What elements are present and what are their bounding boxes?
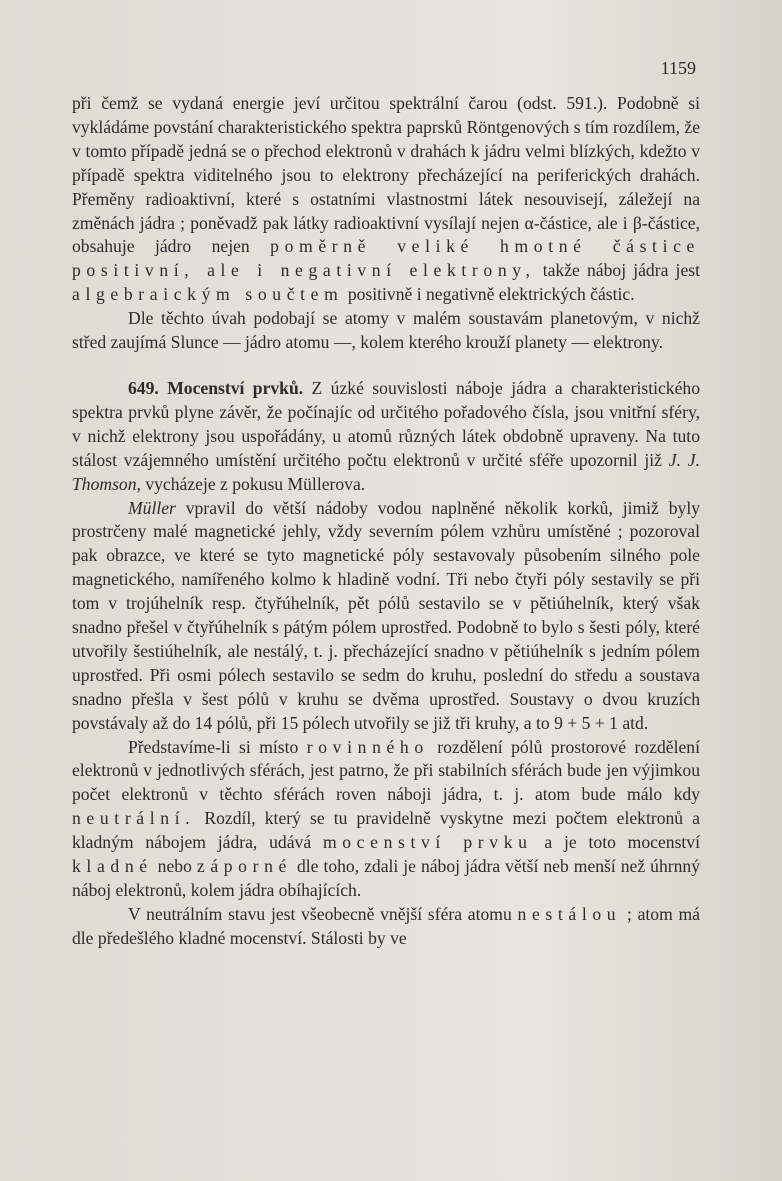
spaced-emphasis: poměrně veliké hmotné částice positivní, ale i negativní elektrony, [72, 236, 700, 281]
spaced-emphasis: záporné [196, 856, 292, 877]
spaced-emphasis: algebraickým součtem [72, 284, 344, 305]
paragraph-neutral [72, 903, 700, 951]
section-649 [72, 377, 700, 497]
text-run: Z úzké souvislosti náboje jádra a charakteristického spektra prvků plyne závěr, že počínajíc od určitého pořadového čísla, jsou vnitřní sféry, v nichž elektrony jsou uspořádány, u atomů různých látek obdobně upraveny. Na tuto stálost vzájemného umístění určitého počtu elektronů v určité sféře upozornil již [72, 377, 700, 470]
page-number: 1159 [660, 58, 696, 78]
text-run: nebo [152, 856, 197, 877]
paragraph-muller [72, 497, 700, 736]
text-run: Představíme-li si místo [128, 736, 307, 757]
paragraph-spectra [72, 92, 700, 307]
text-run: positivně i negativně elektrických částic. [343, 284, 635, 305]
person-name: J. J. Thomson, [72, 449, 700, 494]
text-run: dle toho, zdali je náboj jádra větší neb menší než úhrnný náboj elektronů, kolem jádra obíhajících. [72, 856, 701, 900]
spaced-emphasis: neutrální. [72, 808, 196, 829]
text-run: takže náboj jádra jest [535, 260, 700, 281]
paragraph-valence [72, 736, 700, 903]
page-body [72, 92, 700, 951]
spaced-emphasis: rovinného [306, 736, 429, 757]
text-run: při čemž se vydaná energie jeví určitou spektrální čarou (odst. 591.). Podobně si vykládáme povstání charakteristického spektra paprsků Röntgenových s tím rozdílem, že v tomto případě jedná se o přechod elektronů v drahách k jádru velmi blízkých, kdežto v případě spektra viditelného jsou to elektrony přecházející na periferických drahách. Přeměny radioaktivní, které s ostatními vlastnostmi látek nesouvisejí, záležejí na změnách jádra ; poněvadž pak látky radioaktivní vysílají nejen α-částice, ale i β-částice, obsahuje jádro nejen [72, 93, 700, 257]
text-run: ; atom má dle předešlého kladné mocenství. Stálosti by ve [72, 903, 700, 948]
person-name: Müller [128, 497, 176, 518]
spaced-emphasis: kladné [72, 856, 153, 877]
spaced-emphasis: mocenství prvku [322, 832, 533, 853]
text-run: a je toto mocenství [532, 832, 700, 853]
text-run: V neutrálním stavu jest všeobecně vnější sféra atomu [128, 903, 518, 924]
section-heading: 649. Mocenství prvků. [128, 377, 304, 398]
text-run: Rozdíl, který se tu pravidelně vyskytne mezi počtem elektronů a kladným nábojem jádra, udává [72, 808, 700, 853]
text-run: vpravil do větší nádoby vodou naplněné několik korků, jimiž byly prostrčeny malé magnetické jehly, vždy severním pólem vzhůru umístěné ; pozoroval pak obrazce, ve které se tyto magnetické póly sestavovaly působením silného pole magnetického, namířeného kolmo k hladině vodní. Tři nebo čtyři póly sestavily se při tom v trojúhelník resp. čtyřúhelník, pět pólů sestavilo se v pětiúhelník, který však snadno přešel v čtyřúhelník s pátým pólem uprostřed. Podobně to bylo s šesti póly, které utvořily šestiúhelník, ale nestálý, t. j. přecházející snadno v pětiúhelník s jedním pólem uprostřed. Při osmi pólech sestavilo se sedm do kruhu, poslední do středu a soustava snadno přešla v šest pólů v kruhu se dvěma uprostřed. Soustavy o dvou kruzích povstávaly až do 14 pólů, při 15 pólech utvořily se již tři kruhy, a to 9 + 5 + 1 atd. [72, 497, 700, 733]
text-run: vycházeje z pokusu Müllerova. [140, 473, 366, 494]
spaced-emphasis: nestálou [517, 903, 622, 924]
paragraph-planetary: Dle těchto úvah podobají se atomy v malém soustavám planetovým, v nichž střed zaujímá Slunce — jádro atomu —, kolem kterého krouží planety — elektrony. [72, 308, 700, 353]
text-run: rozdělení pólů prostorové rozdělení elektronů v jednotlivých sférách, jest patrno, že při stabilních sférách bude jen výjimkou počet elektronů v těchto sférách roven náboji jádra, t. j. atom bude málo kdy [72, 736, 700, 805]
